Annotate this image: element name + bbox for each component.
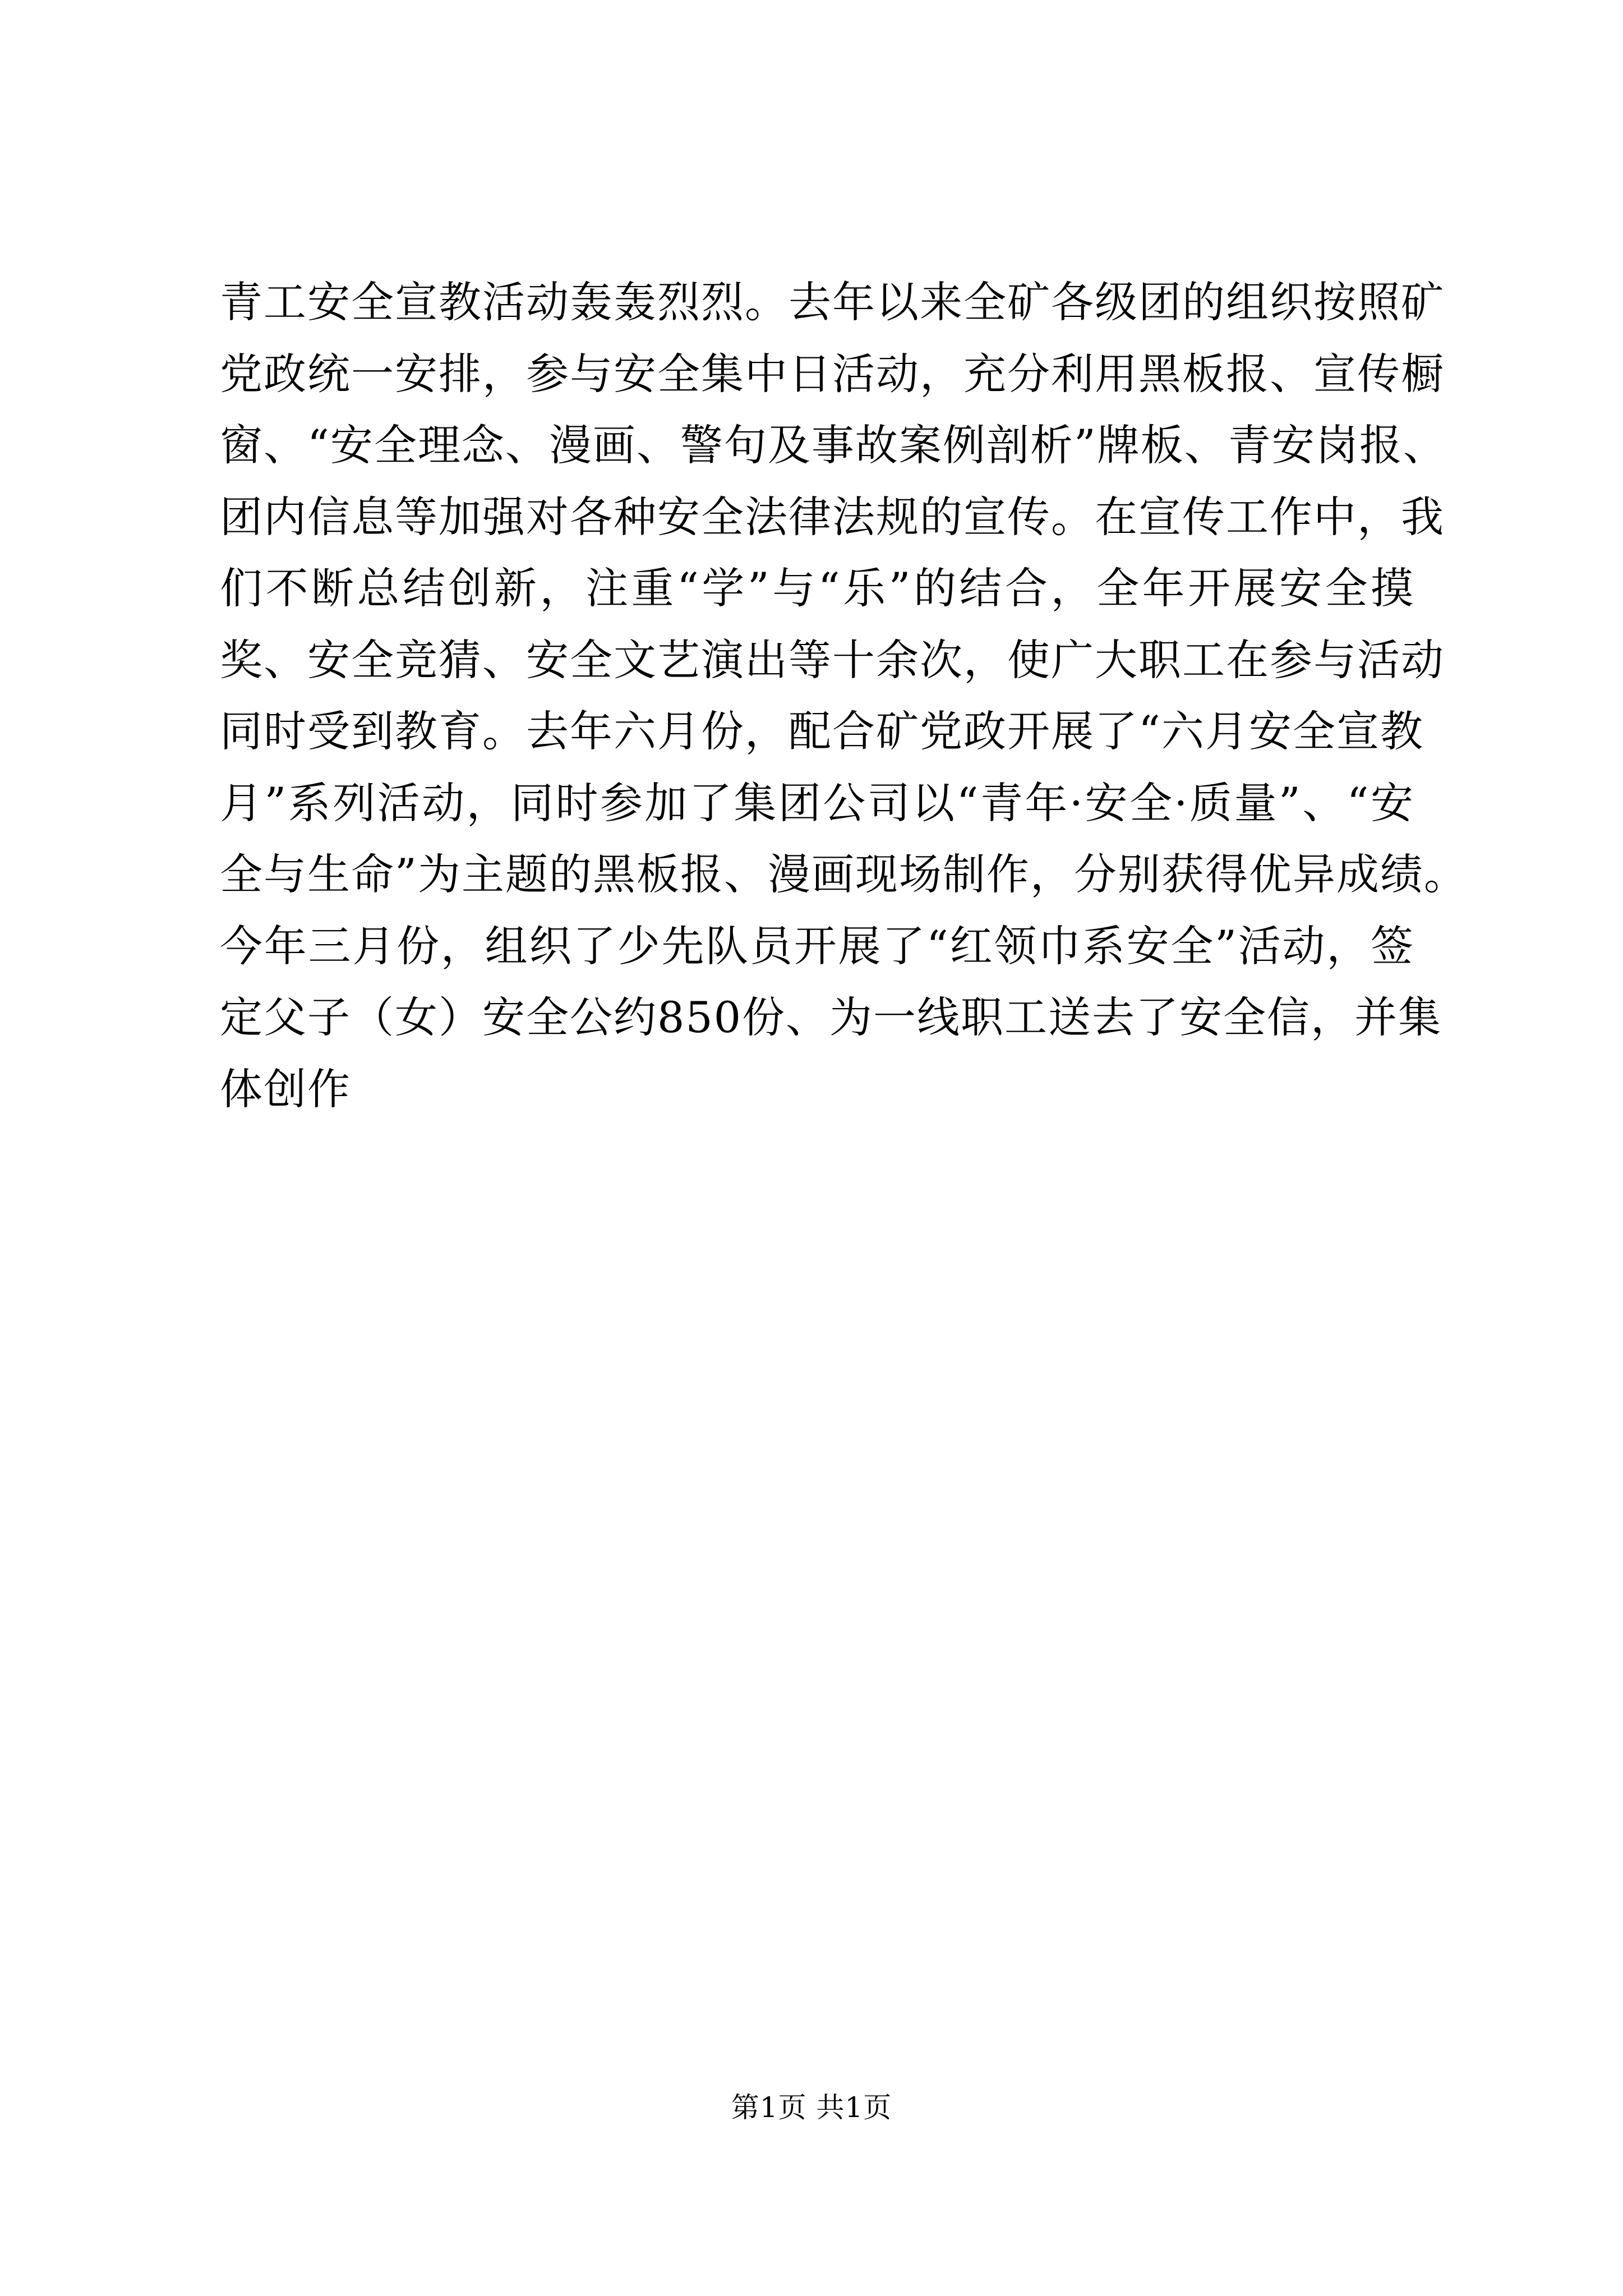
paragraph-line: 党政统一安排，参与安全集中日活动，充分利用黑板报、宣传橱 [220,348,1445,399]
paragraph-line: 体创作 [220,1064,351,1114]
page-number-label: 第1页 共1页 [731,2091,892,2124]
paragraph-line: 全与生命”为主题的黑板报、漫画现场制作，分别获得优异成绩。 [220,849,1468,899]
paragraph-line: 们不断总结创新，注重“学”与“乐”的结合，全年开展安全摸 [220,563,1414,613]
paragraph-line: 团内信息等加强对各种安全法律法规的宣传。在宣传工作中，我 [220,491,1445,542]
paragraph-line: 同时受到教育。去年六月份，配合矿党政开展了“六月安全宣教 [220,706,1424,756]
paragraph-line: 月”系列活动，同时参加了集团公司以“青年·安全·质量”、“安 [220,777,1414,828]
paragraph-line: 今年三月份，组织了少先队员开展了“红领巾系安全”活动，签 [220,921,1414,971]
body-paragraph [220,266,1468,1125]
paragraph-line: 窗、“安全理念、漫画、警句及事故案例剖析”牌板、青安岗报、 [220,420,1447,470]
paragraph-line: 定父子（女）安全公约850份、为一线职工送去了安全信，并集 [220,992,1442,1042]
page-footer [0,2088,1623,2127]
paragraph-line: 青工安全宣教活动轰轰烈烈。去年以来全矿各级团的组织按照矿 [220,277,1445,327]
paragraph-line: 奖、安全竞猜、安全文艺演出等十余次，使广大职工在参与活动 [220,634,1445,685]
